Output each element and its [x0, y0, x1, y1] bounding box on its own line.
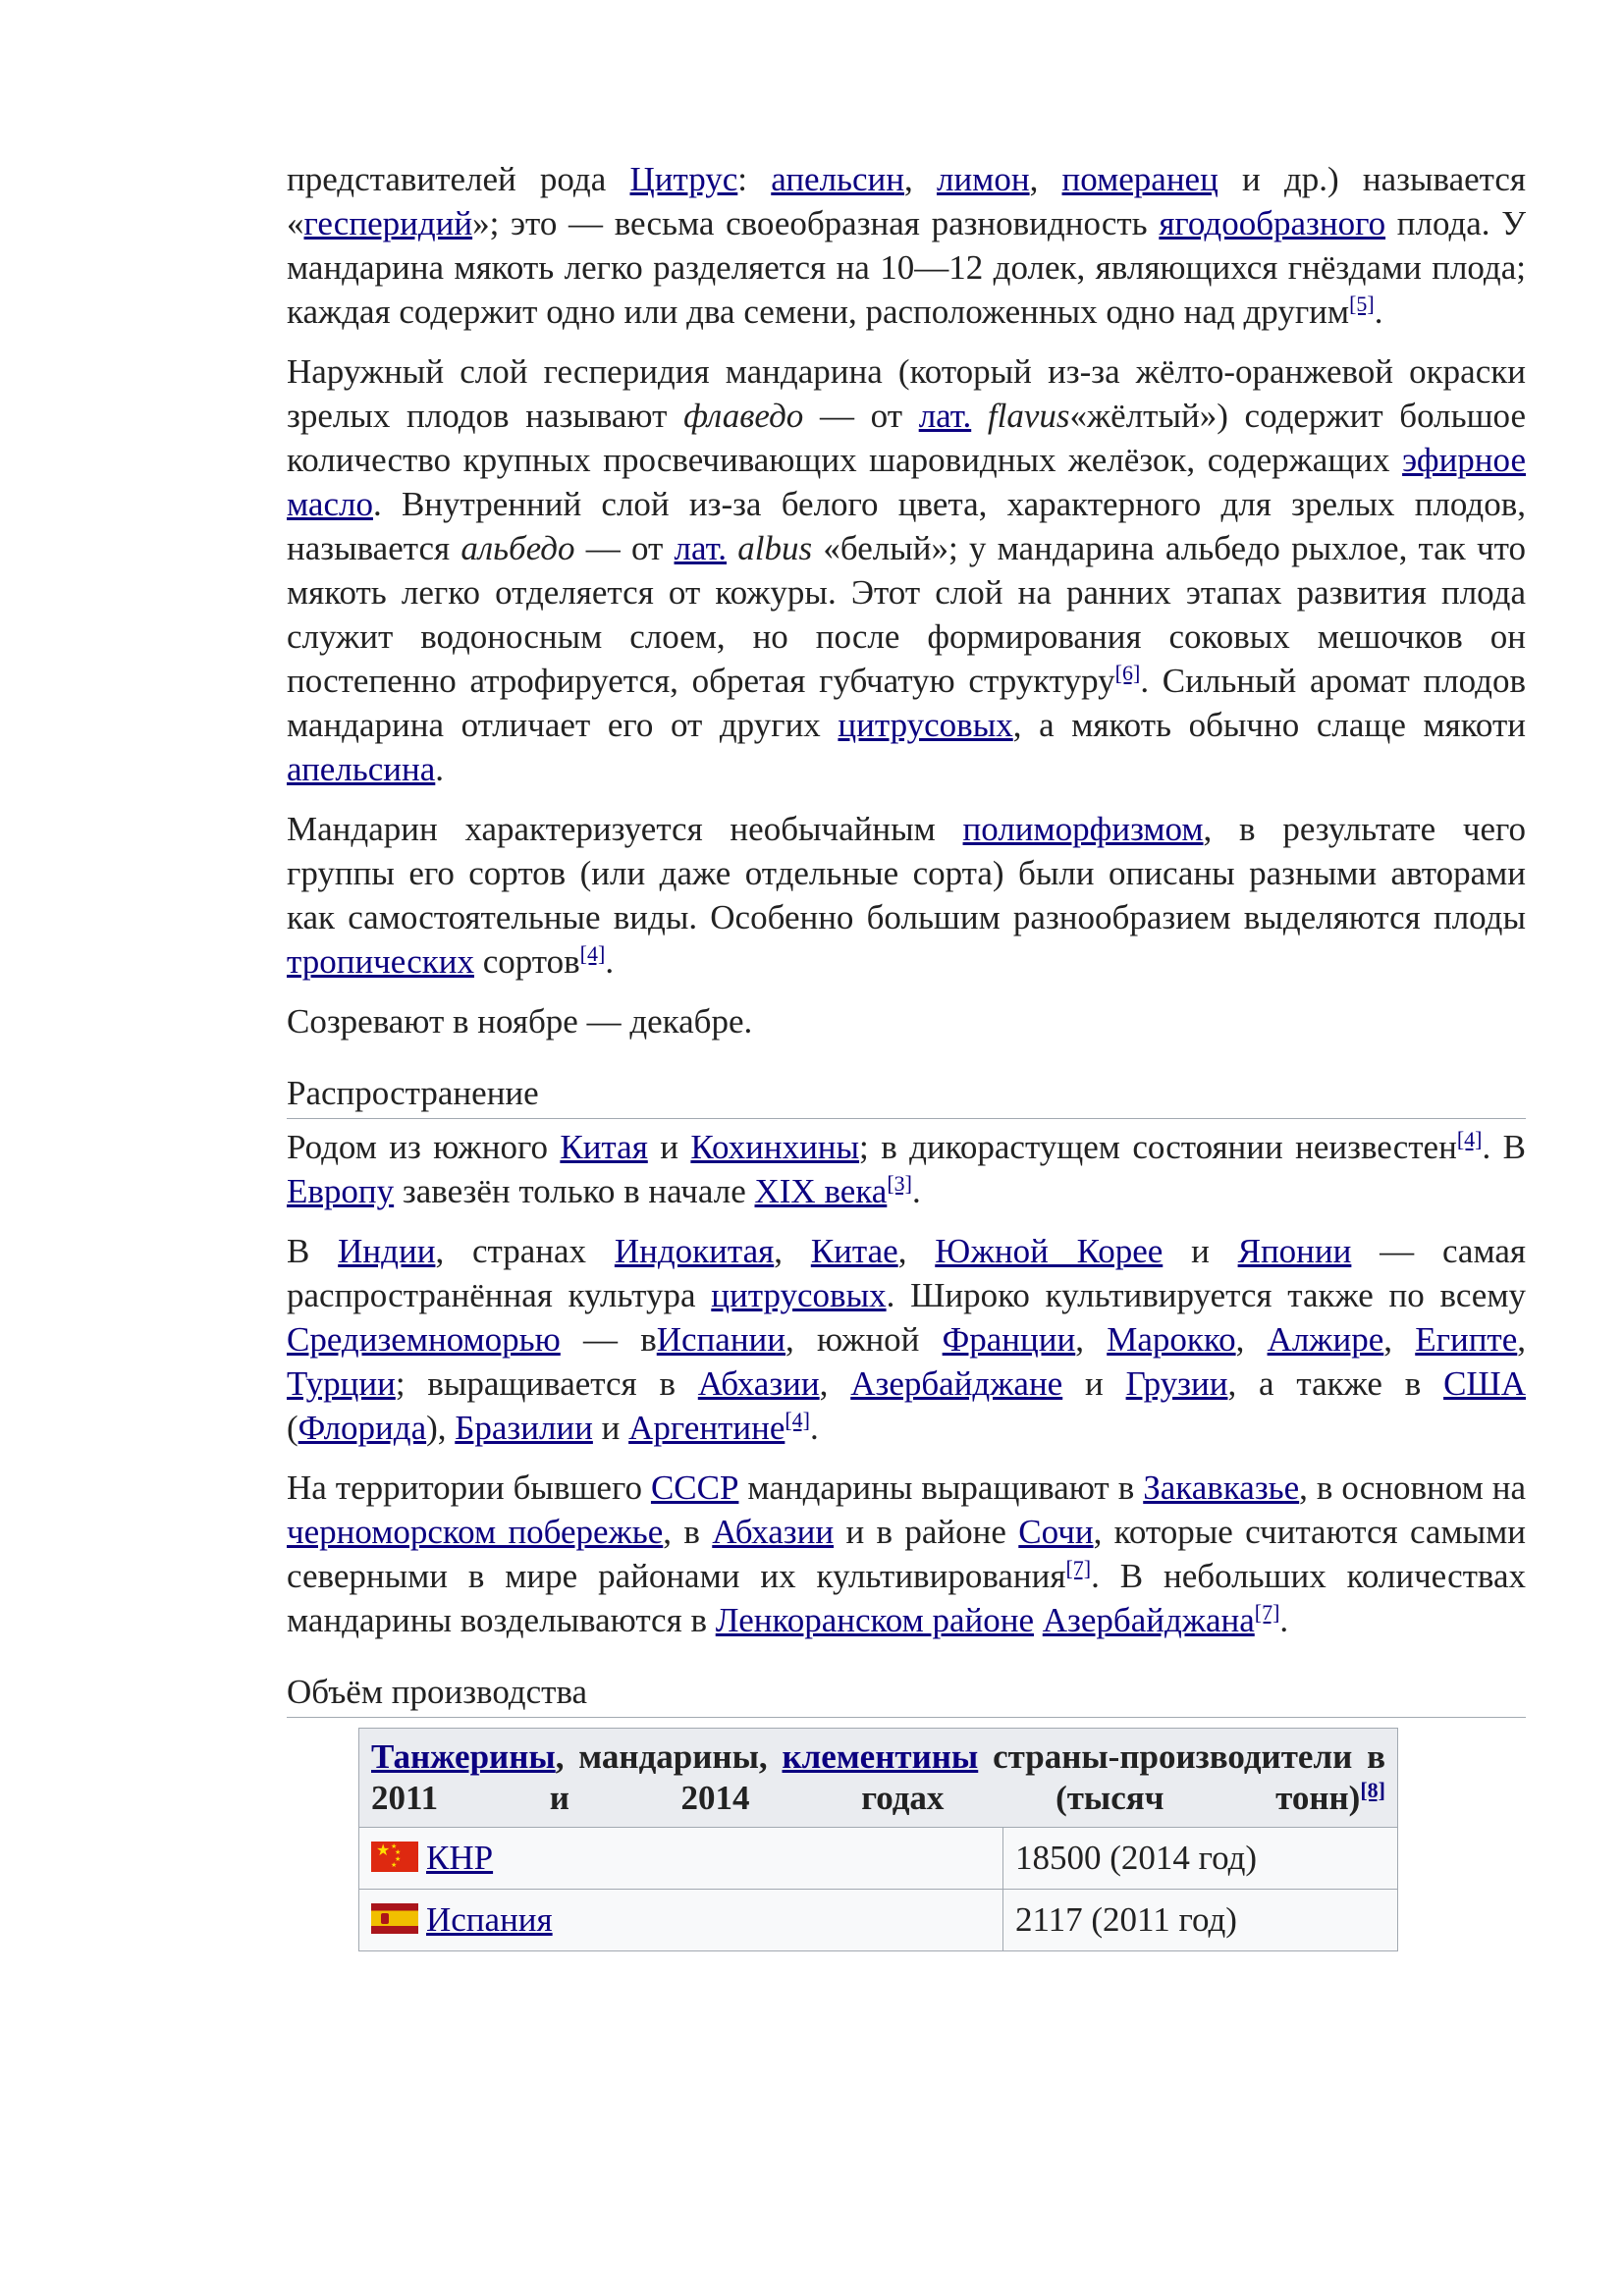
text: , а также в — [1227, 1364, 1444, 1403]
link-india[interactable]: Индии — [338, 1232, 436, 1270]
link-china[interactable]: Китае — [810, 1232, 898, 1270]
text: Родом из южного — [287, 1128, 561, 1166]
text: . — [1279, 1601, 1289, 1639]
text: На территории бывшего — [287, 1468, 651, 1507]
link-indochina[interactable]: Индокитая — [614, 1232, 775, 1270]
link-tangerines[interactable]: Танжерины — [371, 1737, 556, 1776]
text: «белый»; у мандарина альбедо рыхлое, так что мякоть легко отделяется от кожуры. Этот слой на ранних этапах развития плода служит водоносным слоем, но после формирования соковых мешочков он постепенно атрофируется, обретая губчатую структуру — [287, 529, 1526, 700]
link-abkhazia[interactable]: Абхазии — [697, 1364, 820, 1403]
china-flag-icon: ★ ★ ★ ★ ★ — [371, 1842, 418, 1872]
link-florida[interactable]: Флорида — [298, 1409, 427, 1447]
text: — от — [803, 397, 919, 435]
link-country[interactable]: Испания — [426, 1900, 553, 1939]
text: , — [774, 1232, 811, 1270]
text: . — [1374, 293, 1383, 331]
production-table — [358, 1728, 1398, 1951]
link-orange[interactable]: апельсина — [287, 750, 436, 788]
link-lemon[interactable]: лимон — [936, 160, 1030, 198]
link-brazil[interactable]: Бразилии — [455, 1409, 593, 1447]
link-latin[interactable]: лат. — [674, 529, 728, 567]
text: ( — [287, 1409, 298, 1447]
text: и — [1062, 1364, 1126, 1403]
table-row — [359, 1828, 1398, 1890]
value-cell: 18500 (2014 год) — [1002, 1828, 1397, 1890]
text: , — [897, 1232, 936, 1270]
text: , — [1029, 160, 1062, 198]
reference-link[interactable]: [4] — [579, 941, 606, 966]
term-albedo: альбедо — [460, 529, 575, 567]
text: сортов — [473, 942, 580, 981]
reference-link[interactable]: [4] — [785, 1408, 811, 1432]
section-heading-production: Объём производства — [287, 1672, 1526, 1718]
paragraph-hesperidium — [287, 157, 1526, 334]
text: и в районе — [834, 1513, 1019, 1551]
link-country[interactable]: КНР — [426, 1839, 494, 1877]
text: . Сильный аромат плодов мандарина отличает его от других — [287, 662, 1527, 744]
text: — в — [560, 1320, 657, 1359]
text: : — [737, 160, 772, 198]
link-cochinchina[interactable]: Кохинхины — [690, 1128, 860, 1166]
text: ), — [426, 1409, 456, 1447]
term-flavus: flavus — [987, 397, 1070, 435]
text: — от — [574, 529, 675, 567]
link-lankaran-district[interactable]: Ленкоранском районе — [715, 1601, 1034, 1639]
value-cell: 2117 (2011 год) — [1002, 1890, 1397, 1951]
term-albus: albus — [737, 529, 813, 567]
link-azerbaijan[interactable]: Азербайджане — [850, 1364, 1063, 1403]
link-europe[interactable]: Европу — [287, 1172, 395, 1210]
text: , странах — [435, 1232, 615, 1270]
link-japan[interactable]: Японии — [1237, 1232, 1352, 1270]
text: . Широко культивируется также по всему — [886, 1276, 1526, 1314]
text: . Внутренний слой из-за белого цвета, характерного для зрелых плодов, называется — [287, 485, 1526, 567]
text: Наружный слой гесперидия мандарина (который из-за жёлто-оранжевой окраски зрелых плодов называют — [287, 352, 1526, 435]
text: , в основном на — [1299, 1468, 1527, 1507]
link-argentina[interactable]: Аргентине — [628, 1409, 785, 1447]
link-azerbaijan[interactable]: Азербайджана — [1042, 1601, 1255, 1639]
text: . — [810, 1409, 819, 1447]
link-georgia[interactable]: Грузии — [1125, 1364, 1228, 1403]
link-algeria[interactable]: Алжире — [1267, 1320, 1384, 1359]
paragraph-cultivation — [287, 1229, 1526, 1450]
link-egypt[interactable]: Египте — [1415, 1320, 1518, 1359]
text: , мандарины, — [555, 1737, 783, 1776]
link-19th-century[interactable]: XIX века — [754, 1172, 888, 1210]
text: , — [819, 1364, 851, 1403]
reference-link[interactable]: [3] — [887, 1171, 912, 1196]
text: ; в дикорастущем состоянии неизвестен — [859, 1128, 1457, 1166]
text: мандарины выращивают в — [738, 1468, 1144, 1507]
reference-link[interactable]: [8] — [1360, 1778, 1385, 1802]
link-berry-like[interactable]: ягодообразного — [1159, 204, 1386, 242]
text: . В — [1482, 1128, 1526, 1166]
link-mediterranean[interactable]: Средиземноморью — [287, 1320, 561, 1359]
text: , которые считаются самыми северными в мире районами их культивирования — [287, 1513, 1527, 1595]
reference-link[interactable]: [7] — [1254, 1600, 1280, 1625]
link-south-korea[interactable]: Южной Корее — [935, 1232, 1164, 1270]
text: , в результате чего группы его сортов (или даже отдельные сорта) были описаны разными авторами как самостоятельные виды. Особенно большим разнообразием выделяются плоды — [287, 810, 1526, 936]
link-china[interactable]: Китая — [560, 1128, 648, 1166]
link-clementines[interactable]: клементины — [782, 1737, 979, 1776]
spain-flag-icon — [371, 1903, 418, 1934]
article-body — [287, 157, 1526, 1951]
text: , — [1235, 1320, 1268, 1359]
reference-link[interactable]: [5] — [1349, 292, 1375, 316]
text — [1034, 1601, 1043, 1639]
link-citrus-fruits[interactable]: цитрусовых — [838, 706, 1013, 744]
paragraph-ussr — [287, 1466, 1526, 1642]
link-black-sea-coast[interactable]: черноморском побережье — [287, 1513, 664, 1551]
text: и — [647, 1128, 691, 1166]
paragraph-ripening — [287, 999, 1526, 1043]
text: ; выращивается в — [395, 1364, 698, 1403]
text: Созревают в ноябре — декабре. — [287, 1002, 753, 1041]
link-spain[interactable]: Испании — [656, 1320, 786, 1359]
text: , — [1517, 1320, 1527, 1359]
text: , — [1383, 1320, 1416, 1359]
link-usa[interactable]: США — [1443, 1364, 1527, 1403]
text: и — [1163, 1232, 1238, 1270]
country-cell — [359, 1890, 1003, 1951]
link-morocco[interactable]: Марокко — [1107, 1320, 1236, 1359]
link-polymorphism[interactable]: полиморфизмом — [962, 810, 1204, 848]
text: . В небольших количествах мандарины возделываются в — [287, 1557, 1527, 1639]
link-citrus-fruits[interactable]: цитрусовых — [711, 1276, 887, 1314]
country-cell — [359, 1828, 1003, 1890]
table-header-row — [359, 1729, 1398, 1828]
link-citrus[interactable]: Цитрус — [629, 160, 738, 198]
link-turkey[interactable]: Турции — [287, 1364, 396, 1403]
reference-link[interactable]: [7] — [1065, 1556, 1092, 1580]
text: , а мякоть обычно слаще мякоти — [1012, 706, 1526, 744]
section-heading-distribution: Распространение — [287, 1073, 1526, 1119]
table-row — [359, 1890, 1398, 1951]
text: страны-производители в 2011 и 2014 годах (тысяч тонн) — [371, 1737, 1385, 1817]
text: , — [904, 160, 937, 198]
text: и — [592, 1409, 629, 1447]
text: В — [287, 1232, 339, 1270]
text: , — [1075, 1320, 1108, 1359]
text: , в — [663, 1513, 713, 1551]
link-abkhazia[interactable]: Абхазии — [712, 1513, 835, 1551]
link-ussr[interactable]: СССР — [650, 1468, 739, 1507]
term-flavedo: флаведо — [683, 397, 804, 435]
text: . — [435, 750, 445, 788]
table-caption — [359, 1729, 1398, 1828]
link-orange[interactable]: апельсин — [771, 160, 905, 198]
text: »; это — весьма своеобразная разновидность — [472, 204, 1160, 242]
text: представителей рода — [287, 160, 630, 198]
link-sochi[interactable]: Сочи — [1018, 1513, 1094, 1551]
paragraph-origin — [287, 1125, 1526, 1213]
text: завезён только в начале — [394, 1172, 755, 1210]
paragraph-polymorphism — [287, 807, 1526, 984]
reference-link[interactable]: [6] — [1114, 661, 1141, 685]
text: , южной — [785, 1320, 943, 1359]
text: плода. У мандарина мякоть легко разделяется на 10—12 долек, являющихся гнёздами плода; каждая содержит одно или два семени, расположенных одно над другим — [287, 204, 1526, 331]
text: . — [605, 942, 615, 981]
link-bitter-orange[interactable]: померанец — [1061, 160, 1218, 198]
reference-link[interactable]: [4] — [1456, 1127, 1483, 1151]
link-hesperidium[interactable]: гесперидий — [303, 204, 473, 242]
text: — самая распространённая культура — [287, 1232, 1527, 1314]
link-latin[interactable]: лат. — [918, 397, 972, 435]
link-essential-oil[interactable]: эфирное масло — [287, 441, 1526, 523]
link-france[interactable]: Франции — [942, 1320, 1076, 1359]
link-tropical[interactable]: тропических — [287, 942, 474, 981]
text: . — [911, 1172, 921, 1210]
text — [727, 529, 737, 567]
text: и др.) называется « — [287, 160, 1526, 242]
link-transcaucasia[interactable]: Закавказье — [1143, 1468, 1300, 1507]
text: Мандарин характеризуется необычайным — [287, 810, 963, 848]
text — [971, 397, 988, 435]
text: «жёлтый») содержит большое количество крупных просвечивающих шаровидных желёзок, содержащих — [287, 397, 1526, 479]
paragraph-flavedo — [287, 349, 1526, 791]
